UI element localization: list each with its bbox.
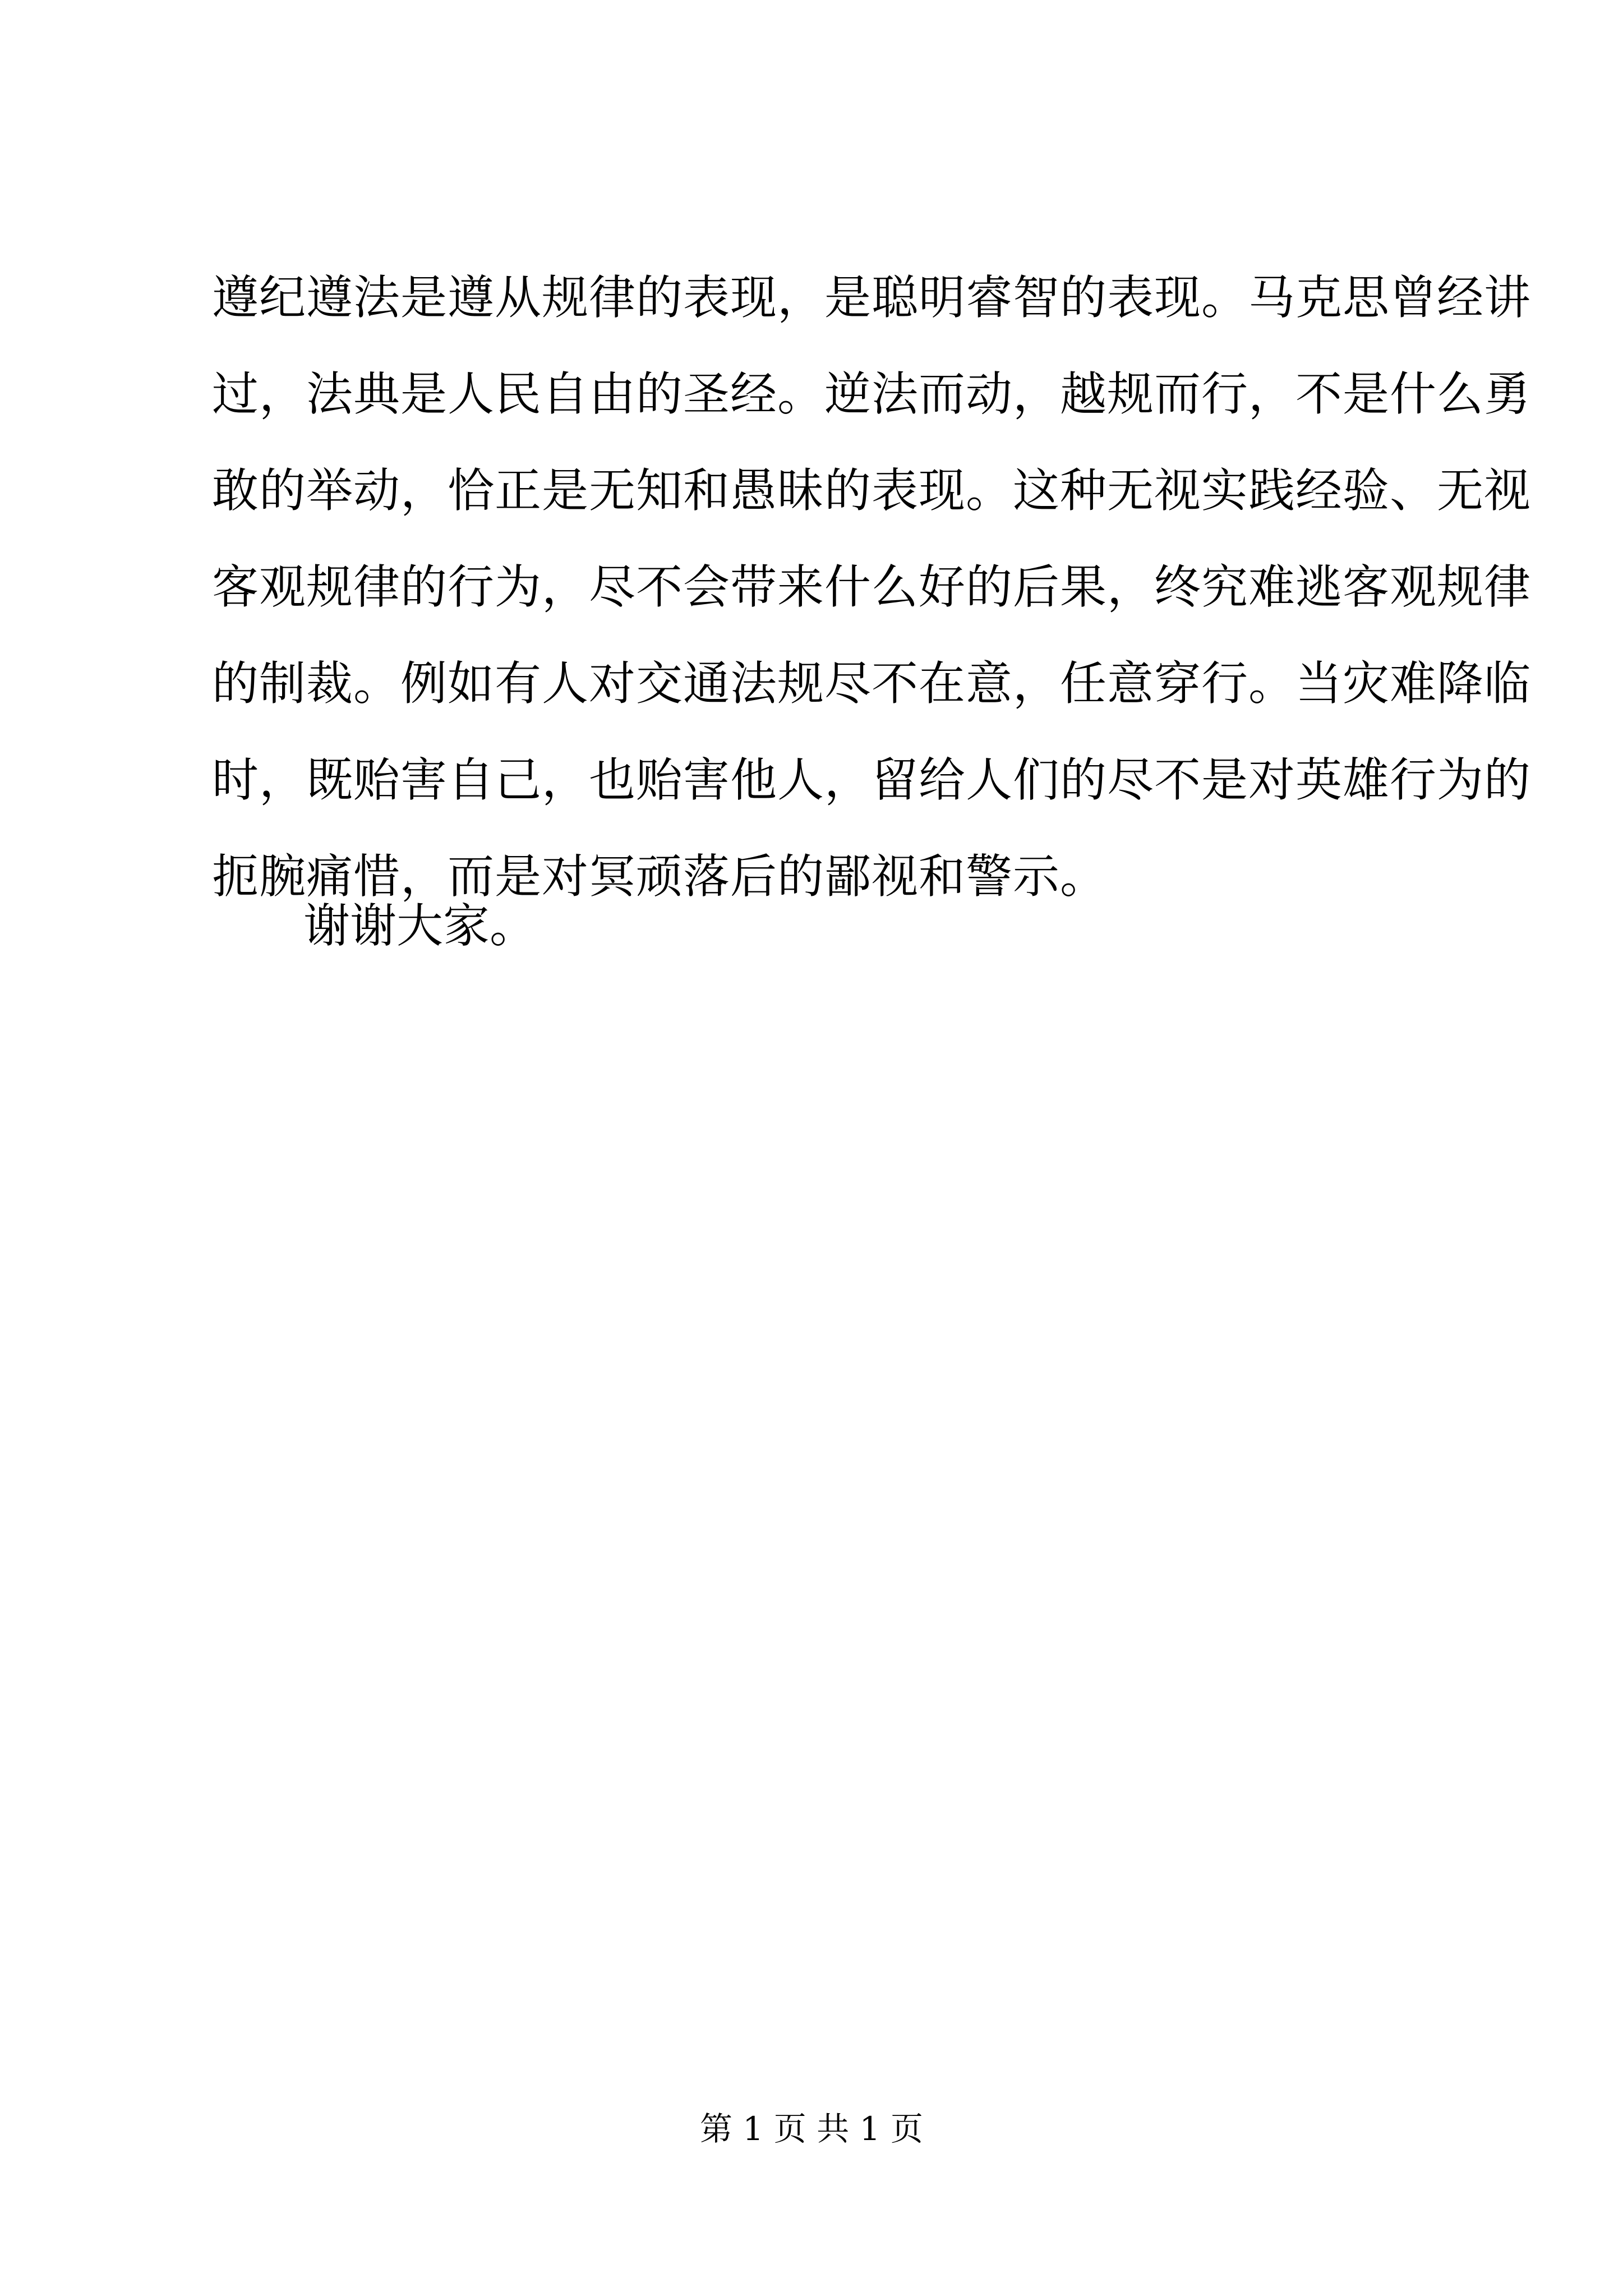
paragraph-line: 过，法典是人民自由的圣经。逆法而动，越规而行，不是什么勇 — [212, 367, 1531, 421]
paragraph-line: 遵纪遵法是遵从规律的表现，是聪明睿智的表现。马克思曾经讲 — [212, 270, 1531, 325]
paragraph-line: 时，既贻害自己，也贻害他人，留给人们的尽不是对英雄行为的 — [212, 753, 1531, 807]
paragraph-line: 客观规律的行为，尽不会带来什么好的后果，终究难逃客观规律 — [212, 560, 1531, 614]
paragraph-line: 扼腕痛惜，而是对冥顽落后的鄙视和警示。 — [212, 849, 1107, 904]
paragraph-line: 的制裁。例如有人对交通法规尽不在意，任意穿行。当灾难降临 — [212, 656, 1531, 711]
closing-line: 谢谢大家。 — [303, 899, 536, 953]
page-footer: 第 1 页 共 1 页 — [700, 2110, 923, 2148]
paragraph-line: 敢的举动，恰正是无知和愚昧的表现。这种无视实践经验、无视 — [212, 463, 1531, 518]
body-paragraph — [212, 250, 1531, 925]
